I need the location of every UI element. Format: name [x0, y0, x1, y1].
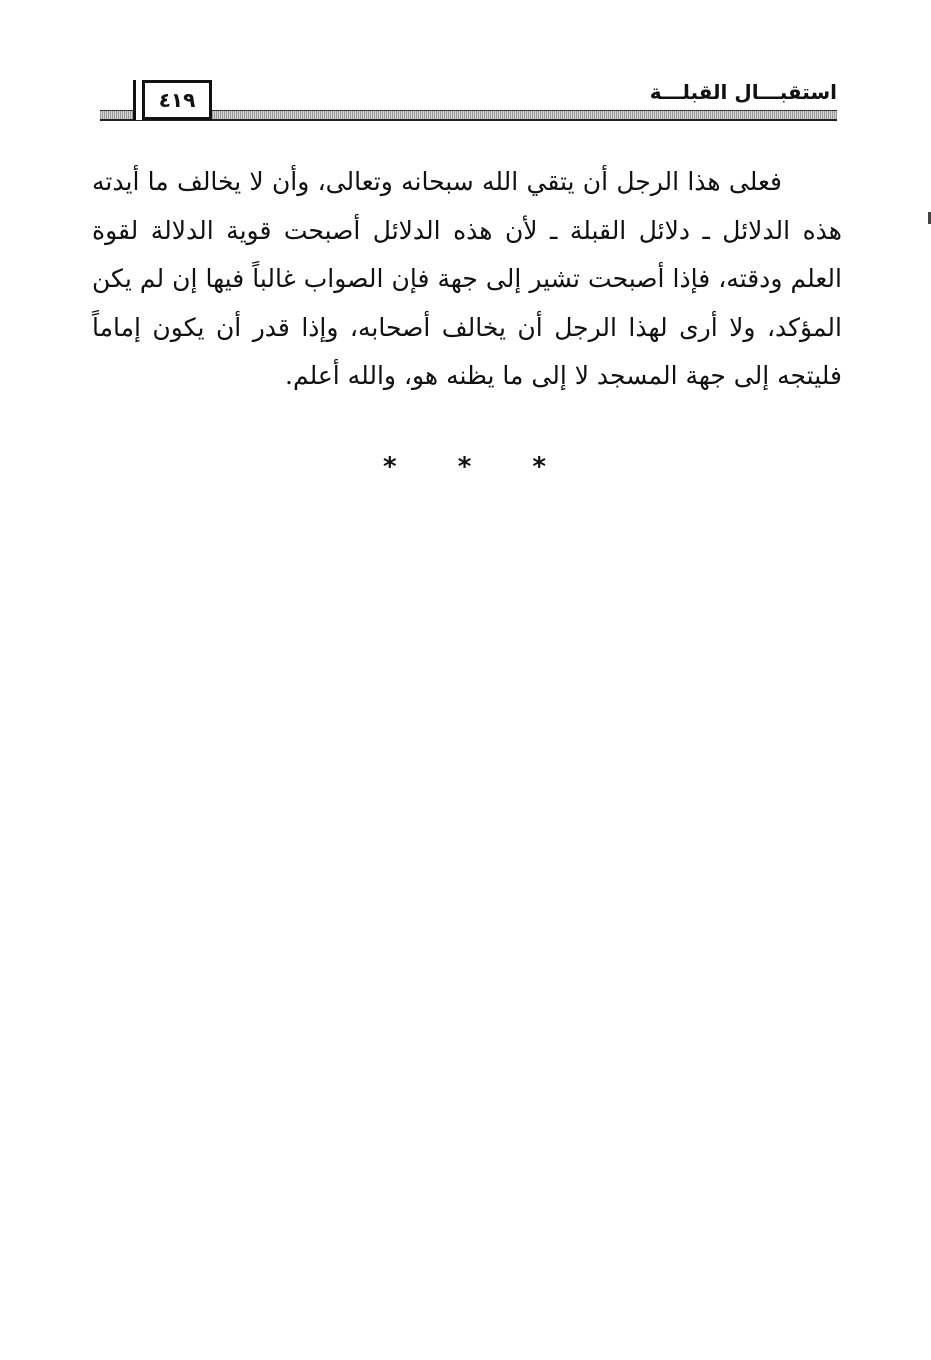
paragraph: فعلى هذا الرجل أن يتقي الله سبحانه وتعالى، وأن لا يخالف ما أيدته هذه الدلائل ـ دلائل القبلة ـ لأن هذه الدلائل أصبحت قوية الدلالة لقوة العلم ودقته، فإذا أصبحت تشير إلى جهة فإن الصواب غالباً فيها إن لم يكن المؤكد، ولا أرى لهذا الرجل أن يخالف أصحابه، وإذا قدر أن يكون إماماً فليتجه إلى جهة المسجد لا إلى ما يظنه هو، والله أعلم. [92, 167, 842, 391]
section-divider [0, 452, 931, 482]
body-text [92, 158, 842, 401]
running-header [100, 78, 837, 124]
asterisk-mark: * [457, 452, 474, 482]
running-title: استقبـــال القبلـــة [649, 80, 837, 104]
asterisk-mark: * [383, 452, 399, 482]
asterisk-mark: * [532, 452, 548, 482]
page-number: ٤١٩ [142, 80, 212, 120]
